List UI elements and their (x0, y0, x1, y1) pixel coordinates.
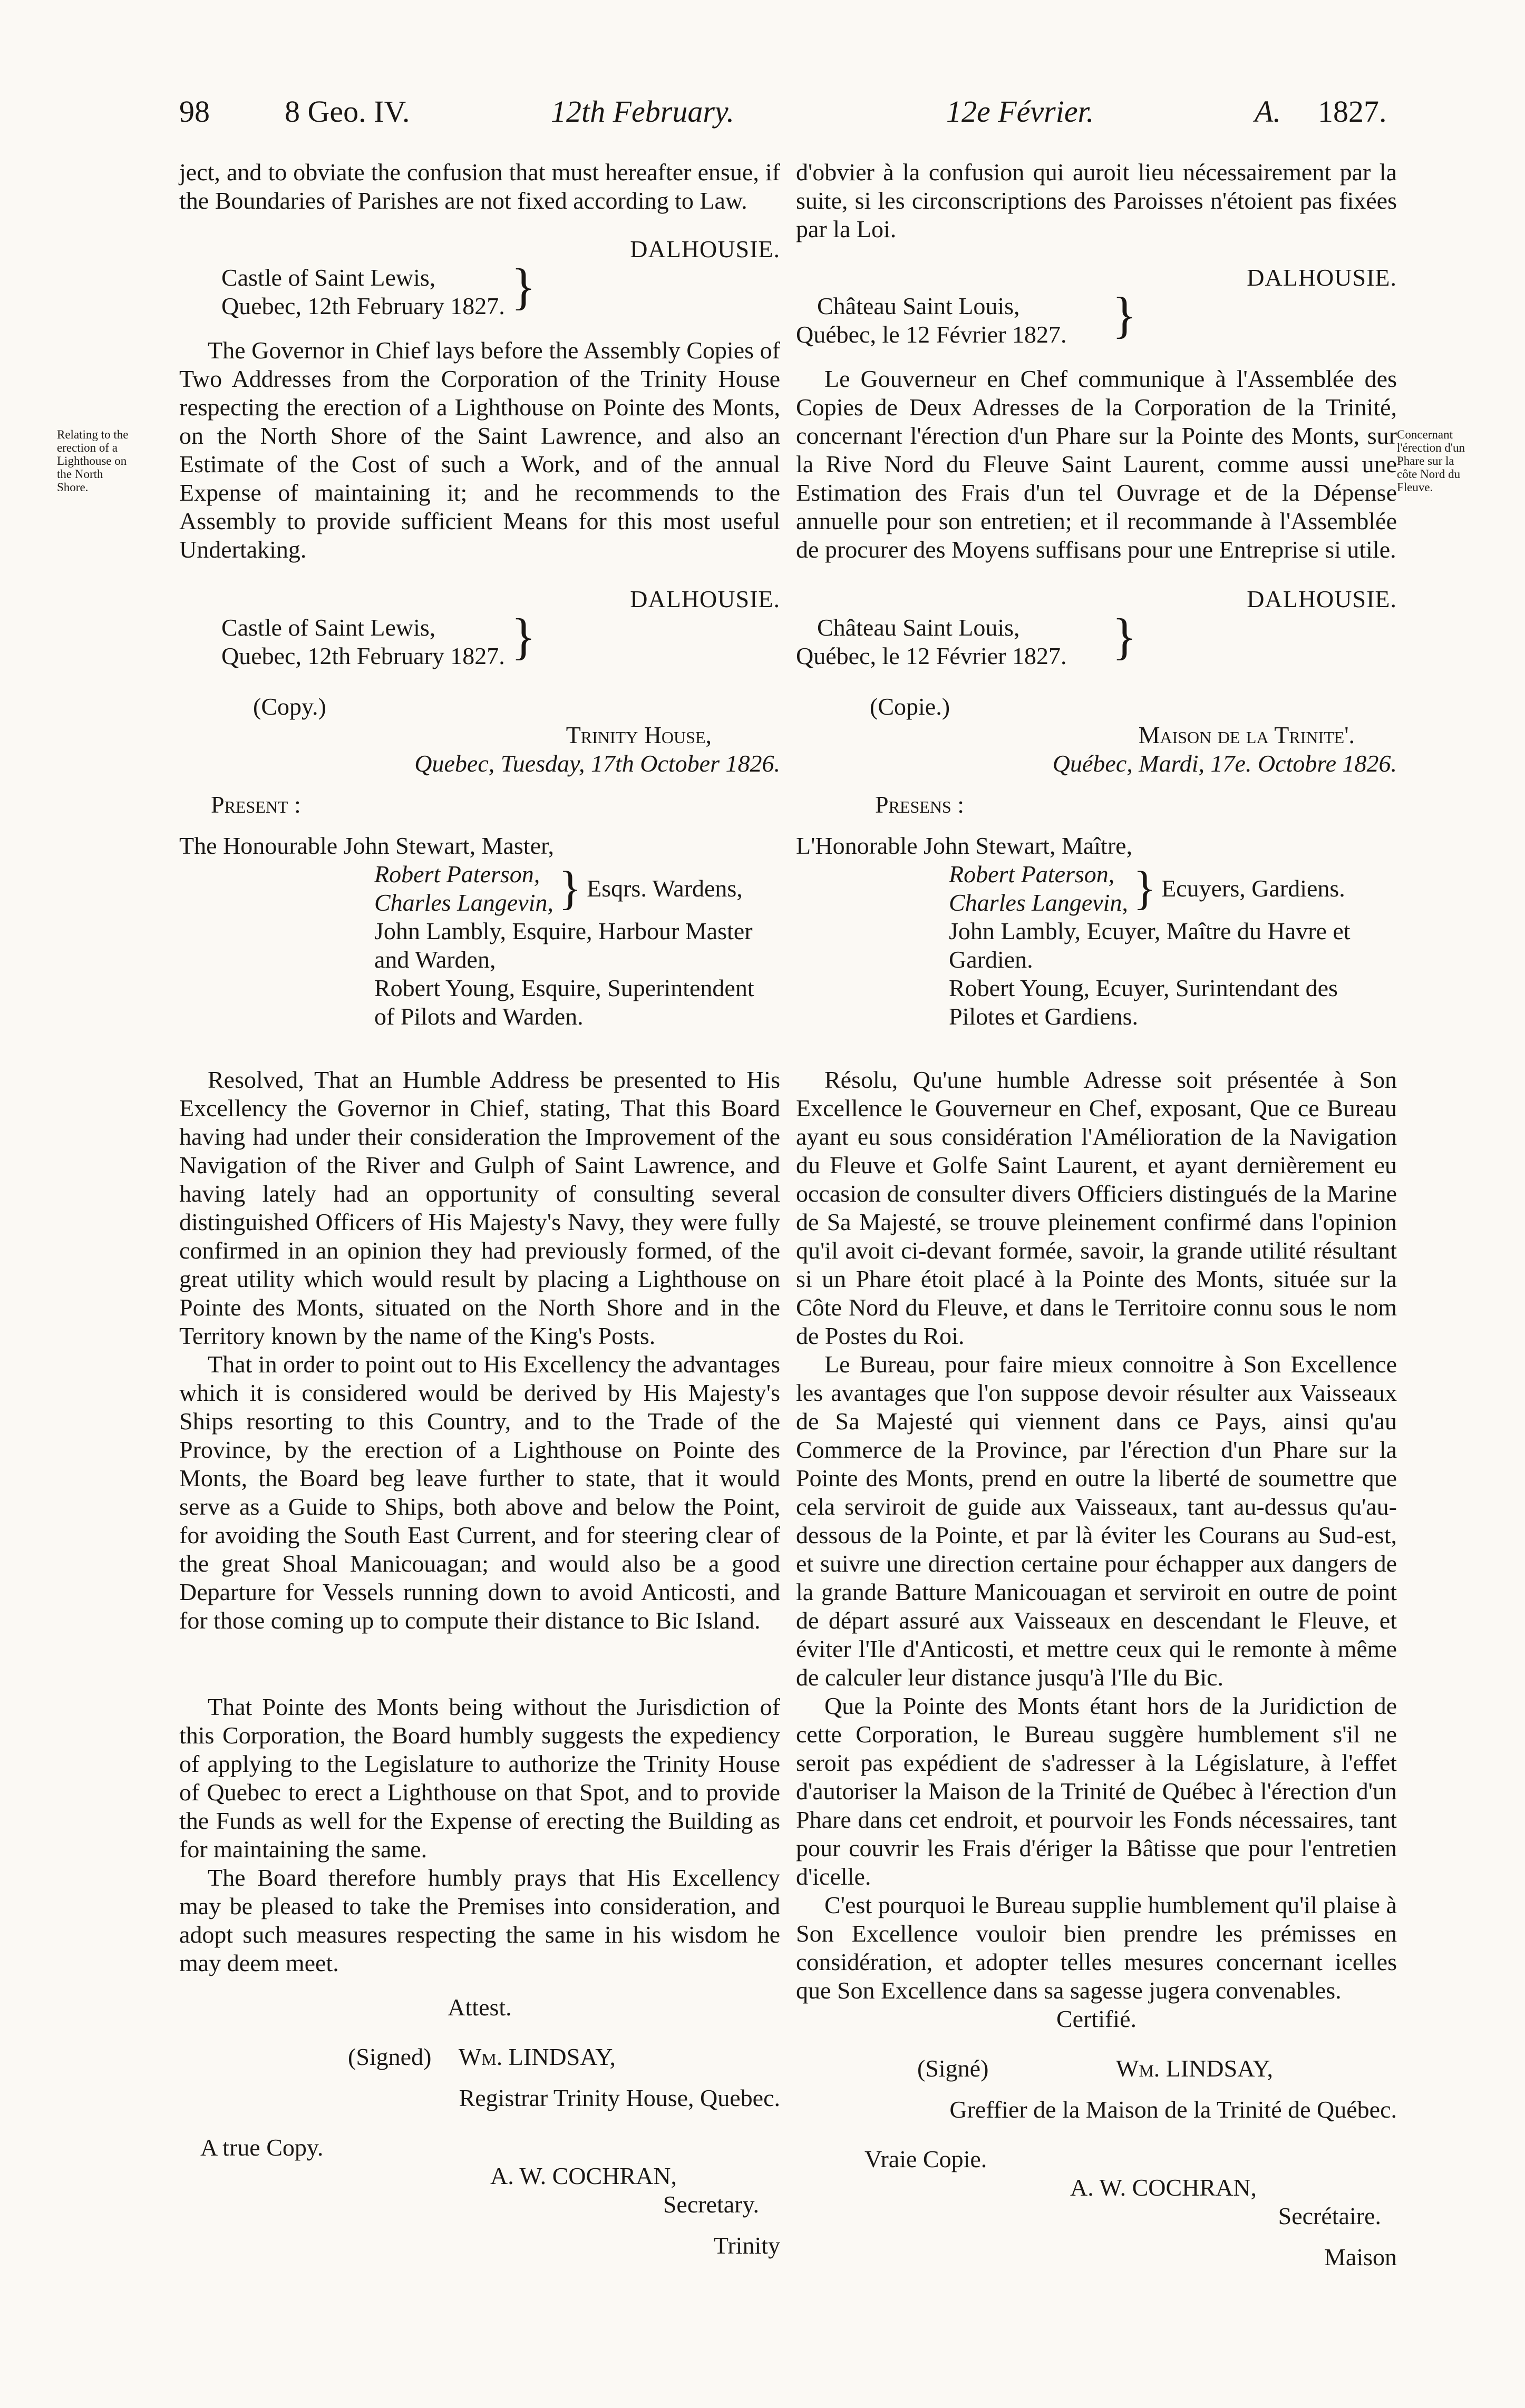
en-jurisdiction-paragraph: That Pointe des Monts being without the Jurisdiction of this Corporation, the Board humbly suggests the expediency of applying to the Legislature to authorize the Trinity House of Quebec to erect a Lighthouse on that Spot, and to provide the Funds as well for the Expense of erecting the Building as for maintaining the same. (179, 1693, 780, 1863)
en-member-master: The Honourable John Stewart, Master, (179, 832, 554, 859)
fr-registrar: Greffier de la Maison de la Trinité de Québec. (949, 2096, 1397, 2123)
en-attest: Attest. (448, 1994, 512, 2021)
margin-note-english: Relating to the erection of a Lighthouse on the North Shore. (57, 428, 129, 494)
regnal-year: 8 Geo. IV. (285, 94, 410, 129)
en-place-2: Castle of Saint Lewis, (221, 614, 436, 641)
fr-member-young: Robert Young, Ecuyer, Surintendant des Pilotes et Gardiens. (949, 974, 1338, 1030)
fr-member-lambly: John Lambly, Ecuyer, Maître du Havre et Gardien. (949, 918, 1351, 973)
brace-icon: } (511, 608, 536, 665)
en-member-langevin: Charles Langevin, (374, 889, 553, 916)
en-place-1: Castle of Saint Lewis, (221, 264, 436, 291)
fr-jurisdiction-paragraph: Que la Pointe des Monts étant hors de la Juridiction de cette Corporation, le Bureau suggère humblement s'il ne seroit pas expédient de s'adresser à la Législature, à l'effet d'autoriser la Maison de la Trinité de Québec à l'érection d'un Phare dans cet endroit, et pourvoir les Fonds nécessaires, tant pour couvrir les Frais d'ériger la Bâtisse que pour l'entretien d'icelle. (796, 1692, 1397, 1890)
fr-governor-message: Le Gouverneur en Chef communique à l'Assemblée des Copies de Deux Adresses de la Corporation de la Trinité, concernant l'érection d'un Phare sur la Pointe des Monts, sur la Rive Nord du Fleuve Saint Laurent, comme aussi une Estimation des Frais d'un tel Ouvrage et de la Dépense annuelle pour son entretien; et il recommande à l'Assemblée de procurer des Moyens suffisans pour une Entreprise si utile. (796, 365, 1397, 563)
brace-icon: } (1112, 287, 1137, 343)
fr-date-2: Québec, le 12 Février 1827. (796, 642, 1067, 669)
page-number: 98 (179, 94, 210, 129)
en-copy-label: (Copy.) (253, 693, 326, 720)
en-prayer-paragraph: The Board therefore humbly prays that His Excellency may be pleased to take the Premises into consideration, and adopt such measures respecting the same in his wisdom he may deem meet. (179, 1864, 780, 1976)
fr-signed-row (917, 2054, 1397, 2083)
fr-place-2: Château Saint Louis, (817, 614, 1020, 641)
fr-place-1: Château Saint Louis, (817, 293, 1020, 319)
brace-icon: } (558, 862, 582, 914)
brace-icon: } (1133, 862, 1157, 914)
en-trinity-house: Trinity House, (566, 722, 712, 748)
fr-present-label: Presens : (875, 791, 965, 818)
header-year (1255, 94, 1386, 129)
en-member-young: Robert Young, Esquire, Superintendent of Pilots and Warden. (374, 974, 754, 1030)
en-signed-row (348, 2043, 780, 2071)
english-column (179, 158, 780, 2260)
en-present-label: Present : (211, 791, 301, 818)
en-opening-paragraph: ject, and to obviate the confusion that must hereafter ensue, if the Boundaries of Parishes are not fixed according to Law. (179, 159, 780, 214)
fr-resolution: Résolu, Qu'une humble Adresse soit présentée à Son Excellence le Gouverneur en Chef, exposant, Que ce Bureau ayant eu sous considération l'Amélioration de la Navigation du Fleuve et Golfe Saint Laurent, et ayant dernièrement eu occasion de consulter divers Officiers distingués de la Marine de Sa Majesté, se trouve pleinement confirmé dans l'opinion qu'il avoit ci-devant formée, savoir, la grande utilité résultant si un Phare étoit placé à la Pointe des Monts, située sur la Côte Nord du Fleuve, et dans le Territoire connu sous le nom de Postes du Roi. (796, 1066, 1397, 1349)
fr-wardens-title: Ecuyers, Gardiens. (1161, 875, 1345, 902)
en-signed-label: (Signed) (348, 2043, 432, 2070)
fr-place-date-2 (796, 608, 1397, 671)
en-governor-message: The Governor in Chief lays before the Assembly Copies of Two Addresses from the Corporation of the Trinity House respecting the erection of a Lighthouse on Pointe des Monts, on the North Shore of the Saint Lawrence, and also an Estimate of the Cost of such a Work, and of the annual Expense of maintaining it; and he recommends to the Assembly to provide sufficient Means for this most useful Undertaking. (179, 337, 780, 563)
fr-true-copy: Vraie Copie. (865, 2146, 987, 2172)
fr-signature-1: DALHOUSIE. (1247, 264, 1397, 291)
fr-attest: Certifié. (1056, 2005, 1137, 2032)
brace-icon: } (511, 258, 536, 315)
fr-place-date-1 (796, 287, 1397, 350)
fr-secretary-title: Secrétaire. (1278, 2202, 1381, 2229)
fr-member-wardens (949, 860, 1397, 917)
running-header (179, 94, 1386, 141)
fr-signed-label: (Signé) (917, 2055, 989, 2082)
fr-opening-paragraph: d'obvier à la confusion qui auroit lieu nécessairement par la suite, si les circonscriptions des Paroisses n'étoient pas fixées par la Loi. (796, 159, 1397, 242)
en-signer-lindsay: Wm. LINDSAY, (458, 2043, 616, 2070)
fr-signer-lindsay: Wm. LINDSAY, (1115, 2055, 1274, 2082)
en-resolution: Resolved, That an Humble Address be presented to His Excellency the Governor in Chief, stating, That this Board having had under their consideration the Improvement of the Navigation of the River and Gulph of Saint Lawrence, and having lately had an opportunity of consulting several distinguished Officers of His Majesty's Navy, they were fully confirmed in an opinion they had previously formed, of the great utility which would result by placing a Lighthouse on Pointe des Monts, situated on the North Shore and in the Territory known by the name of the King's Posts. (179, 1066, 780, 1349)
fr-member-langevin: Charles Langevin, (949, 889, 1128, 916)
fr-meeting-date: Québec, Mardi, 17e. Octobre 1826. (1052, 750, 1397, 777)
fr-prayer-paragraph: C'est pourquoi le Bureau supplie humblement qu'il plaise à Son Excellence vouloir bien prendre les prémisses en considération, et adopter telles mesures concernant icelles que Son Excellence dans sa sagesse jugera convenables. (796, 1892, 1397, 2004)
en-true-copy: A true Copy. (200, 2134, 324, 2161)
fr-copy-label: (Copie.) (870, 693, 950, 720)
fr-date-1: Québec, le 12 Février 1827. (796, 321, 1067, 348)
en-signature-1: DALHOUSIE. (630, 236, 780, 262)
en-registrar: Registrar Trinity House, Quebec. (459, 2084, 780, 2111)
en-meeting-date: Quebec, Tuesday, 17th October 1826. (414, 750, 780, 777)
margin-note-french: Concernant l'érection d'un Phare sur la côte Nord du Fleuve. (1397, 428, 1465, 494)
en-signer-cochran: A. W. COCHRAN, (490, 2162, 677, 2189)
en-date-2: Quebec, 12th February 1827. (221, 642, 505, 669)
fr-advantages-paragraph: Le Bureau, pour faire mieux connoitre à Son Excellence les avantages que l'on suppose devoir résulter aux Vaisseaux de Sa Majesté qui viennent dans ce Pays, ainsi qu'au Commerce de la Province, par l'érection d'un Phare sur la Pointe des Monts, prend en outre la liberté de soumettre que cela serviroit de guide aux Vaisseaux, tant au-dessus qu'au-dessous de la Pointe, et par là éviter les Courans au Sud-est, et suivre une direction certaine pour échapper aux dangers de la grande Batture Manicouagan et serviroit en outre de point de départ assuré aux Vaisseaux en descendant le Fleuve, et éviter l'Ile d'Anticosti, et mettre ceux qui le remonte à même de calculer leur distance jusqu'à l'Ile du Bic. (796, 1351, 1397, 1691)
fr-signer-cochran: A. W. COCHRAN, (1070, 2174, 1257, 2201)
brace-icon: } (1112, 608, 1137, 665)
fr-signature-2: DALHOUSIE. (1247, 586, 1397, 612)
fr-trinity-house: Maison de la Trinite'. (1138, 722, 1355, 748)
fr-member-paterson: Robert Paterson, (949, 861, 1115, 888)
en-signature-2: DALHOUSIE. (630, 586, 780, 612)
en-wardens-title: Esqrs. Wardens, (587, 875, 743, 902)
en-advantages-paragraph: That in order to point out to His Excellency the advantages which it is considered would be derived by His Majesty's Ships resorting to this Country, and to the Trade of the Province, by the erection of a Lighthouse on Pointe des Monts, the Board beg leave further to state, that it would serve as a Guide to Ships, both above and below the Point, for avoiding the South East Current, and for steering clear of the great Shoal Manicouagan; and would also be a good Departure for Vessels running down to avoid Anticosti, and for those coming up to compute their distance to Bic Island. (179, 1351, 780, 1634)
en-members-list (179, 832, 780, 1031)
fr-member-master: L'Honorable John Stewart, Maître, (796, 832, 1133, 859)
french-column (796, 158, 1397, 2271)
en-date-1: Quebec, 12th February 1827. (221, 293, 505, 319)
en-member-wardens (374, 860, 780, 917)
header-date-english: 12th February. (551, 94, 734, 129)
en-place-date-1 (221, 258, 780, 321)
en-catchword: Trinity (713, 2232, 780, 2259)
year-prefix: A. (1255, 94, 1281, 129)
fr-catchword: Maison (1324, 2244, 1397, 2270)
year-value: 1827. (1317, 94, 1387, 129)
en-member-lambly: John Lambly, Esquire, Harbour Master and Warden, (374, 918, 753, 973)
header-date-french: 12e Février. (946, 94, 1094, 129)
en-place-date-2 (221, 608, 780, 671)
en-secretary-title: Secretary. (663, 2191, 759, 2218)
fr-members-list (796, 832, 1397, 1031)
en-member-paterson: Robert Paterson, (374, 861, 540, 888)
